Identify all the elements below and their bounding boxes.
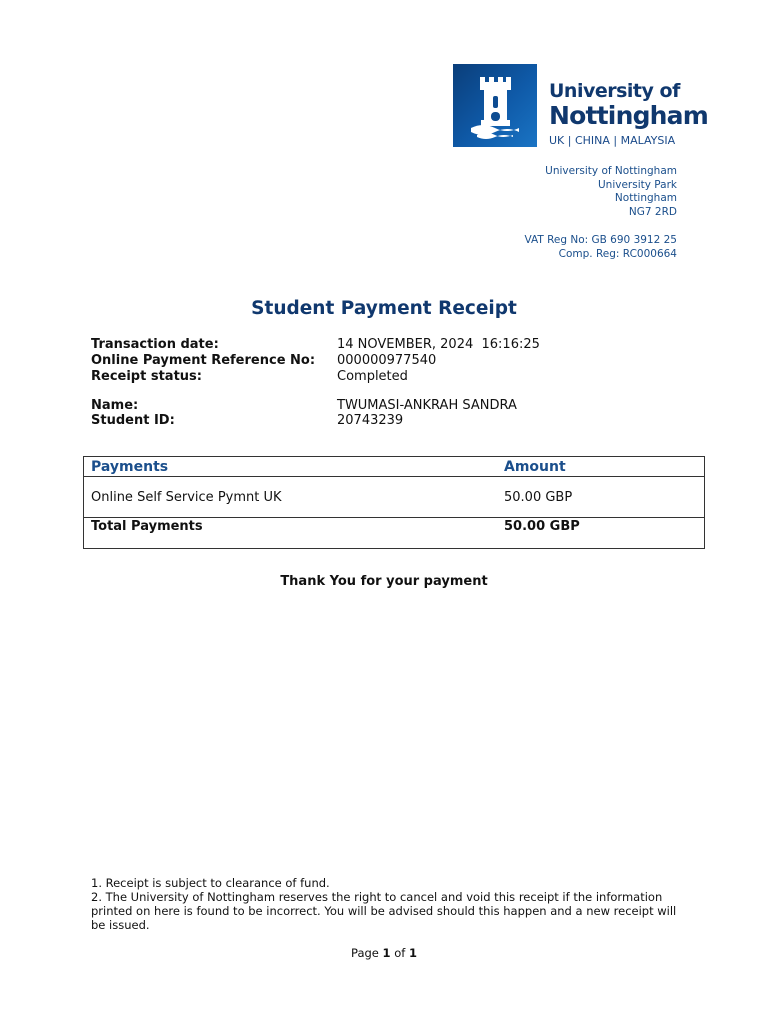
receipt-notes	[91, 876, 691, 932]
transaction-date-value: 14 NOVEMBER, 2024 16:16:25	[337, 337, 540, 352]
university-address	[545, 165, 677, 220]
wordmark-campuses: UK | CHINA | MALAYSIA	[549, 134, 676, 147]
address-line: University Park	[598, 178, 677, 191]
page-middle: of	[390, 946, 409, 960]
amount-header: Amount	[497, 457, 705, 477]
student-id-value: 20743239	[337, 413, 404, 428]
current-page: 1	[382, 946, 391, 960]
reference-label: Online Payment Reference No:	[91, 353, 316, 368]
payments-header: Payments	[84, 457, 498, 477]
note-item: 1. Receipt is subject to clearance of fund.	[91, 876, 330, 890]
payment-description: Online Self Service Pymnt UK	[84, 477, 498, 518]
total-amount: 50.00 GBP	[504, 519, 580, 534]
address-line: University of Nottingham	[545, 165, 677, 177]
address-line: Nottingham	[614, 192, 677, 205]
castle-tower-icon	[453, 64, 537, 147]
payments-table	[83, 456, 705, 549]
thank-you-message: Thank You for your payment	[280, 574, 488, 589]
page-indicator	[0, 946, 768, 960]
total-label: Total Payments	[91, 519, 203, 534]
university-crest-logo	[453, 64, 537, 147]
vat-reg-number: VAT Reg No: GB 690 3912 25	[524, 234, 677, 246]
wordmark-line-1: University of	[549, 80, 680, 102]
status-label: Receipt status:	[91, 369, 202, 384]
receipt-title: Student Payment Receipt	[251, 298, 517, 319]
reference-value: 000000977540	[337, 353, 437, 368]
name-label: Name:	[91, 398, 139, 413]
total-pages: 1	[408, 946, 417, 960]
status-value: Completed	[337, 369, 408, 384]
table-row	[84, 477, 705, 518]
address-line: NG7 2RD	[628, 206, 677, 219]
table-header-row	[84, 457, 705, 477]
payment-amount: 50.00 GBP	[497, 477, 705, 518]
total-row	[84, 518, 705, 549]
company-reg-number: Comp. Reg: RC000664	[558, 248, 677, 260]
wordmark-line-2: Nottingham	[549, 101, 708, 130]
name-value: TWUMASI-ANKRAH SANDRA	[337, 398, 517, 413]
transaction-date-label: Transaction date:	[91, 337, 219, 352]
student-id-label: Student ID:	[91, 413, 175, 428]
page-prefix: Page	[351, 946, 383, 960]
note-item: 2. The University of Nottingham reserves the right to cancel and void this receipt if the information printed on here is found to be incorrect. You will be advised should this happen and a new receipt will be issued.	[91, 890, 677, 932]
registration-info	[524, 233, 677, 261]
